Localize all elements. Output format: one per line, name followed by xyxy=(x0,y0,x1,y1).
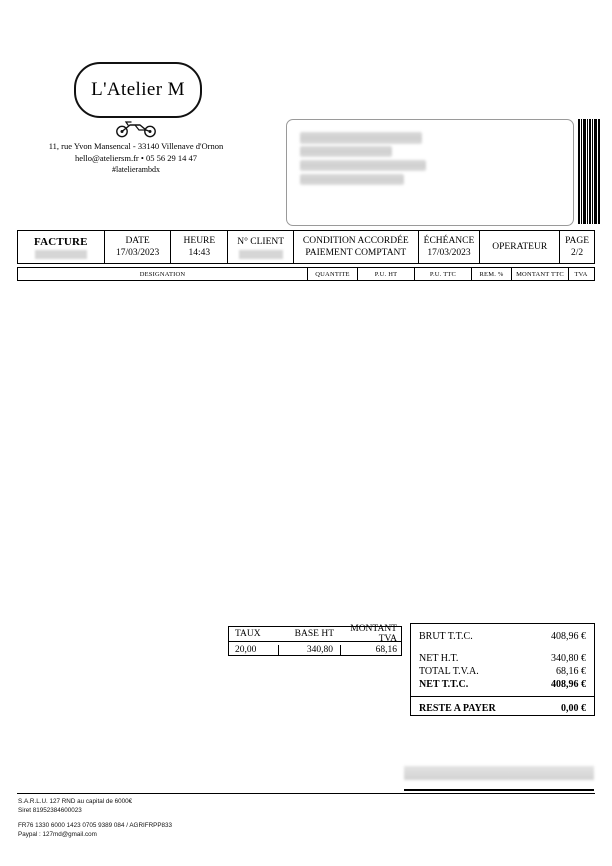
company-address-line1: 11, rue Yvon Mansencal - 33140 Villenave d'Ornon xyxy=(48,141,224,151)
footer-line4: Paypal : 127md@gmail.com xyxy=(18,830,97,838)
invoice-header-table xyxy=(17,230,595,264)
footer-line3: FR76 1330 6000 1423 0705 9389 084 / AGRIFRPP833 xyxy=(18,822,173,830)
vat-table-header-row xyxy=(229,624,401,644)
total-value-net-ht: 340,80 € xyxy=(551,653,586,664)
header-cell-facture xyxy=(18,231,105,263)
total-label-net-ht: NET H.T. xyxy=(419,653,459,664)
column-header-montant-ttc: MONTANT TTC xyxy=(512,268,569,280)
redacted-client-line xyxy=(300,132,422,144)
header-value-heure: 14:43 xyxy=(188,248,211,258)
header-label-condition: CONDITION ACCORDÉE xyxy=(302,236,409,246)
footer-divider xyxy=(17,793,595,794)
vat-row-montant-tva: 68,16 xyxy=(375,644,397,655)
header-value-page: 2/2 xyxy=(570,248,584,258)
header-label-page: PAGE xyxy=(565,236,589,246)
header-value-condition: PAIEMENT COMPTANT xyxy=(305,248,407,258)
company-logo-text: L'Atelier M xyxy=(91,79,185,100)
header-label-facture: FACTURE xyxy=(33,235,88,248)
header-cell-echeance xyxy=(419,231,481,263)
total-label-total-tva: TOTAL T.V.A. xyxy=(419,666,479,677)
total-label-net-ttc: NET T.T.C. xyxy=(419,679,469,690)
header-cell-heure xyxy=(171,231,228,263)
total-value-brut-ttc: 408,96 € xyxy=(551,631,586,642)
header-label-date: DATE xyxy=(125,236,150,246)
company-logo xyxy=(74,62,202,118)
total-row-total-tva xyxy=(419,665,586,678)
company-address-line2: hello@ateliersm.fr • 05 56 29 14 47 xyxy=(75,152,197,163)
vat-row-taux: 20,00 xyxy=(229,645,279,655)
vat-summary-table xyxy=(228,626,402,656)
header-value-client-redacted xyxy=(239,250,283,259)
column-header-pu-ttc: P.U. TTC xyxy=(415,268,472,280)
header-cell-client xyxy=(228,231,294,263)
vat-header-taux: TAUX xyxy=(235,629,261,639)
total-value-reste-a-payer: 0,00 € xyxy=(561,703,586,714)
header-label-heure: HEURE xyxy=(183,236,216,246)
header-value-date: 17/03/2023 xyxy=(115,248,160,258)
total-label-brut-ttc: BRUT T.T.C. xyxy=(419,631,473,642)
footer-line1: S.A.R.L.U. 127 RND au capital de 6000€ xyxy=(18,798,133,805)
vat-header-base-ht: BASE HT xyxy=(294,629,334,639)
redacted-client-line xyxy=(300,146,392,157)
signature-rule xyxy=(404,789,594,791)
total-row-net-ttc xyxy=(419,678,586,691)
header-cell-date xyxy=(105,231,172,263)
barcode xyxy=(578,119,600,224)
total-row-net-ht xyxy=(419,652,586,665)
footer-line2: Siret 81952384600023 xyxy=(18,806,82,814)
vat-header-montant-tva: MONTANT TVA xyxy=(350,624,397,644)
header-value-echeance: 17/03/2023 xyxy=(427,248,471,258)
redacted-client-line xyxy=(300,174,404,185)
header-label-echeance: ÉCHÉANCE xyxy=(423,236,475,246)
totals-divider xyxy=(411,696,594,697)
total-value-total-tva: 68,16 € xyxy=(556,666,586,677)
column-header-remise: REM. % xyxy=(472,268,512,280)
company-address-line3: #latelierambdx xyxy=(112,165,160,175)
column-header-pu-ht: P.U. HT xyxy=(358,268,415,280)
signature-redacted xyxy=(404,766,594,780)
motorcycle-icon xyxy=(113,118,159,138)
company-address xyxy=(14,141,258,176)
total-row-reste-a-payer xyxy=(419,702,586,715)
header-cell-page xyxy=(560,231,594,263)
total-row-brut-ttc xyxy=(419,630,586,643)
line-items-column-headers xyxy=(17,267,595,281)
total-value-net-ttc: 408,96 € xyxy=(551,679,586,690)
header-cell-condition xyxy=(294,231,419,263)
vat-row-base-ht: 340,80 xyxy=(279,645,341,655)
header-label-client: N° CLIENT xyxy=(237,236,285,247)
header-cell-operateur xyxy=(480,231,560,263)
column-header-tva: TVA xyxy=(574,270,588,278)
column-header-designation: DESIGNATION xyxy=(18,268,308,280)
header-label-operateur: OPERATEUR xyxy=(492,242,548,252)
footer xyxy=(18,798,438,839)
redacted-client-line xyxy=(300,160,426,171)
column-header-quantite: QUANTITE xyxy=(308,268,358,280)
header-value-facture-redacted xyxy=(35,250,87,259)
total-label-reste-a-payer: RESTE A PAYER xyxy=(419,703,496,714)
totals-box xyxy=(410,623,595,716)
client-address-window xyxy=(286,119,574,226)
